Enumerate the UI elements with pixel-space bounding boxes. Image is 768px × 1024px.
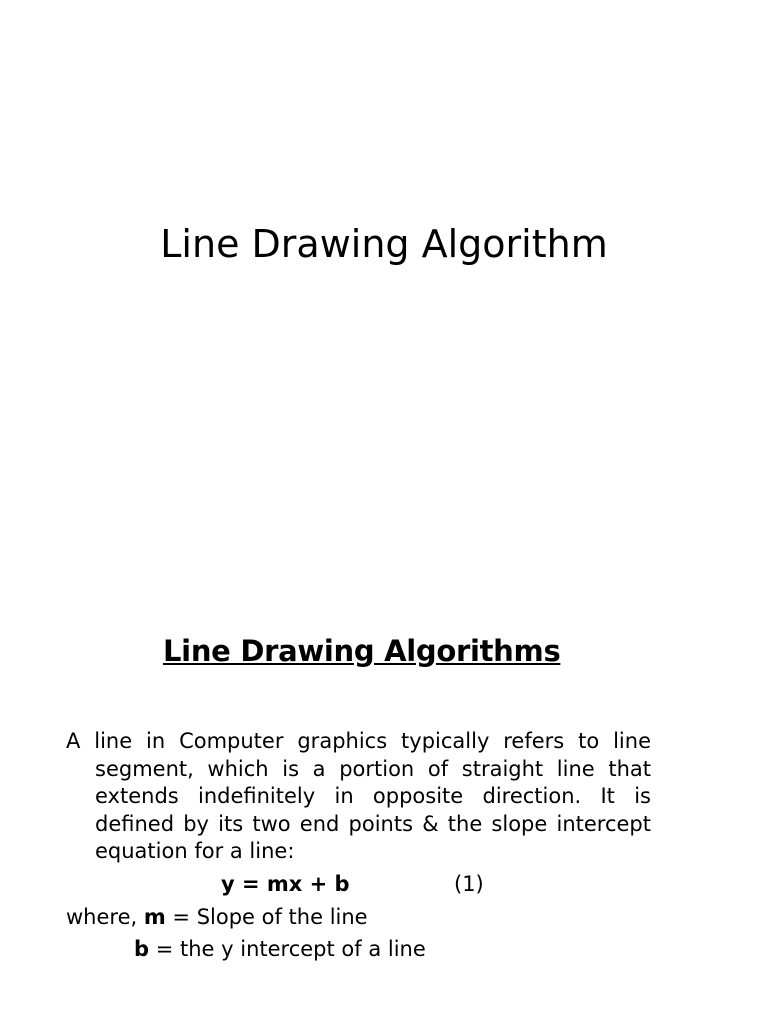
slope-intercept-equation: y = mx + b [221, 872, 350, 896]
equation-row [0, 870, 768, 898]
where-prefix: where, [66, 905, 144, 929]
slide-title: Line Drawing Algorithm [160, 222, 608, 266]
m-definition: = Slope of the line [165, 905, 368, 929]
definition-b [134, 935, 426, 963]
definition-m [66, 903, 368, 931]
b-symbol: b [134, 937, 150, 961]
body-paragraph: A line in Computer graphics typically refers to line segment, which is a portion of straight line that extends indefinitely in opposite direction. It is defined by its two end points & the slope intercept equation for a line: [66, 729, 651, 863]
equation-number: (1) [454, 872, 484, 896]
section-heading: Line Drawing Algorithms [163, 634, 561, 668]
b-definition: = the y intercept of a line [149, 937, 426, 961]
m-symbol: m [143, 905, 166, 929]
